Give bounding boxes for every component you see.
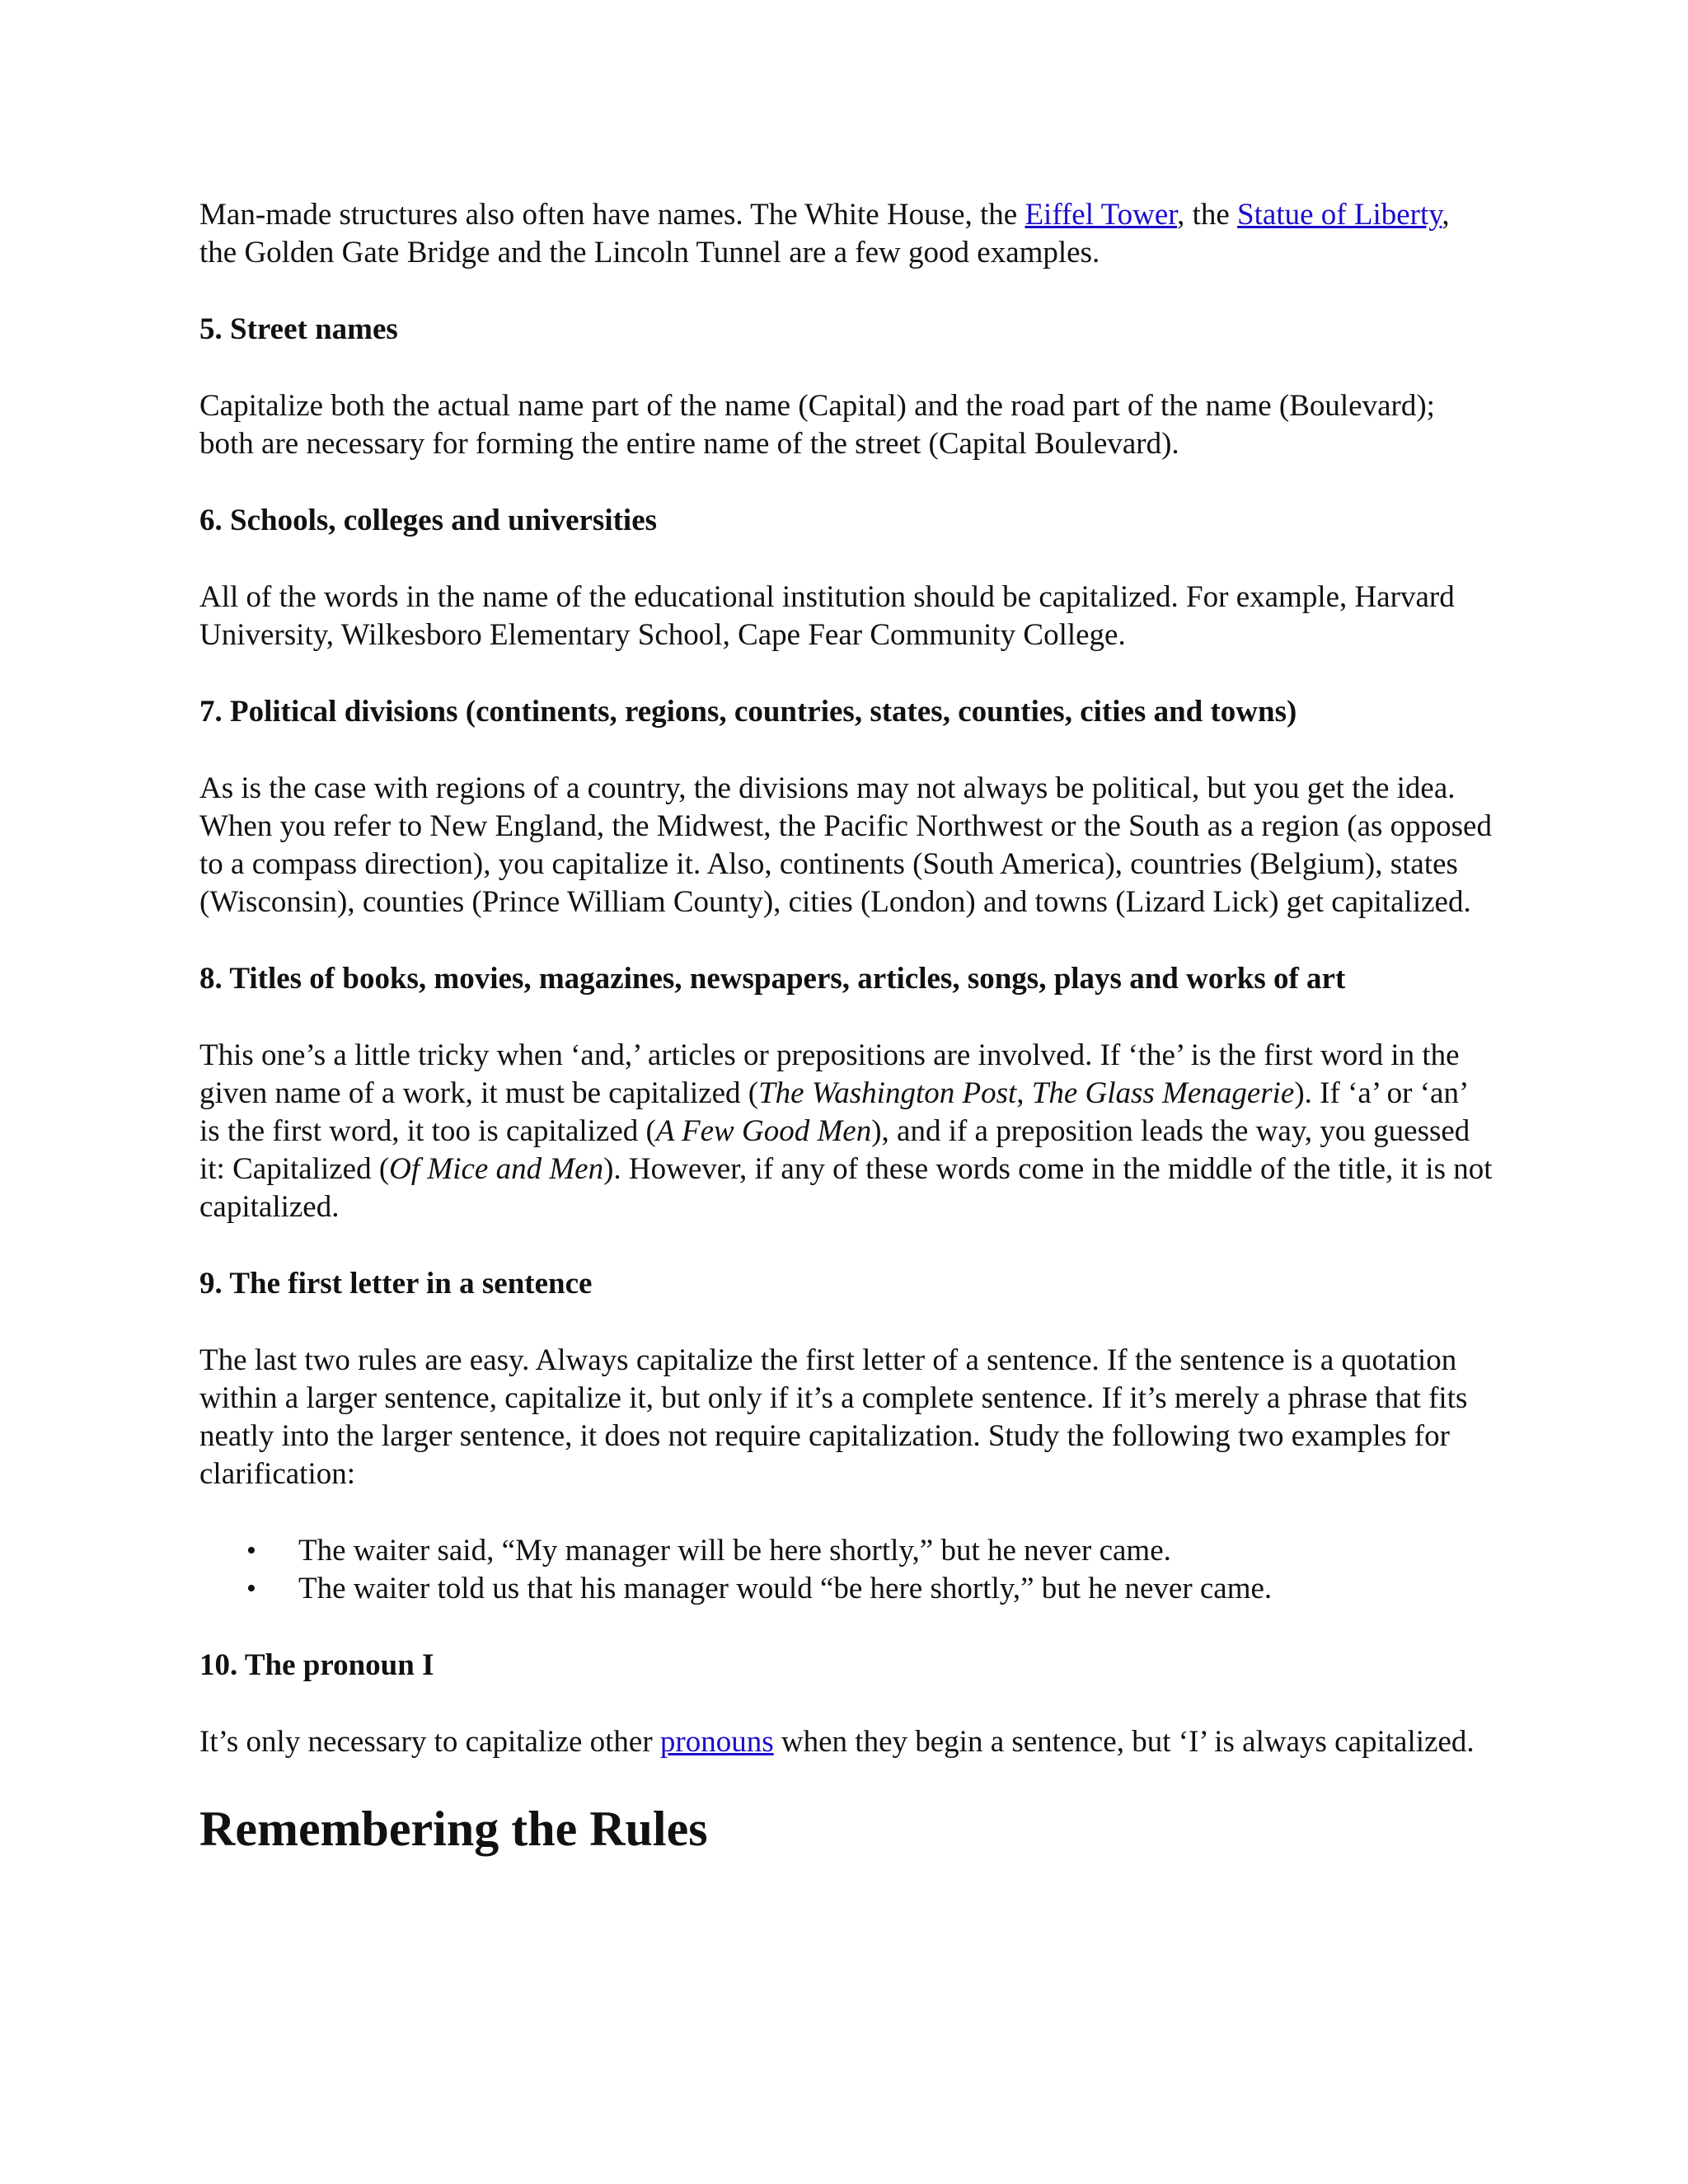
eiffel-tower-link[interactable]: Eiffel Tower <box>1025 198 1178 232</box>
pronoun-text-1: It’s only necessary to capitalize other <box>199 1725 660 1759</box>
first-letter-heading: 9. The first letter in a sentence <box>199 1267 593 1301</box>
bullet-icon: • <box>246 1573 256 1604</box>
document-page <box>199 196 1493 1858</box>
titles-text-4: ), and if a preposition leads the way, you guessed it: Capitalized ( <box>199 1114 1470 1186</box>
title-few-good-men: A Few Good Men <box>655 1114 872 1148</box>
titles-text-1: This one’s a little tricky when ‘and,’ articles or prepositions are involved. If ‘the’ is the first word in the given name of a work, it must be capitalized ( <box>199 1038 1460 1110</box>
remembering-rules-title: Remembering the Rules <box>199 1802 708 1856</box>
pronoun-text-2: when they begin a sentence, but ‘I’ is always capitalized. <box>773 1725 1475 1759</box>
intro-text-2: , the <box>1177 198 1238 232</box>
titles-text-2: , <box>1016 1076 1032 1110</box>
titles-text-5: ). However, if any of these words come in the middle of the title, it is not capitalized. <box>199 1152 1493 1224</box>
bullet-icon: • <box>246 1535 256 1566</box>
street-names-heading: 5. Street names <box>199 312 398 346</box>
pronoun-paragraph <box>199 1723 1493 1761</box>
pronoun-heading: 10. The pronoun I <box>199 1648 434 1682</box>
intro-text-3: , the Golden Gate Bridge and the Lincoln Tunnel are a few good examples. <box>199 198 1450 269</box>
example-1-text: The waiter said, “My manager will be here shortly,” but he never came. <box>298 1534 1171 1568</box>
political-divisions-paragraph: As is the case with regions of a country, the divisions may not always be political, but you get the idea. When you refer to New England, the Midwest, the Pacific Northwest or the South as a region (as opposed to a compass direction), you capitalize it. Also, continents (South America), countries (Belgium), states (Wisconsin), counties (Prince William County), cities (London) and towns (Lizard Lick) get capitalized. <box>199 771 1492 919</box>
statue-of-liberty-link[interactable]: Statue of Liberty <box>1237 198 1442 232</box>
intro-text-1: Man-made structures also often have names. The White House, the <box>199 198 1025 232</box>
title-washington-post: The Washington Post <box>758 1076 1017 1110</box>
examples-list <box>199 1532 1493 1608</box>
pronouns-link[interactable]: pronouns <box>659 1725 774 1759</box>
titles-heading: 8. Titles of books, movies, magazines, newspapers, articles, songs, plays and works of art <box>199 962 1346 996</box>
example-2-text: The waiter told us that his manager would “be here shortly,” but he never came. <box>298 1572 1273 1605</box>
first-letter-paragraph: The last two rules are easy. Always capitalize the first letter of a sentence. If the sentence is a quotation within a larger sentence, capitalize it, but only if it’s a complete sentence. If it’s merely a phrase that fits neatly into the larger sentence, it does not require capitalization. Study the following two examples for clarification: <box>199 1343 1468 1491</box>
title-of-mice-and-men: Of Mice and Men <box>389 1152 604 1186</box>
titles-paragraph <box>199 1037 1493 1226</box>
political-divisions-heading: 7. Political divisions (continents, regions, countries, states, counties, cities and towns) <box>199 695 1297 729</box>
titles-text-3: ). If ‘a’ or ‘an’ is the first word, it too is capitalized ( <box>199 1076 1467 1148</box>
schools-paragraph: All of the words in the name of the educational institution should be capitalized. For example, Harvard University, Wilkesboro Elementary School, Cape Fear Community College. <box>199 580 1455 652</box>
street-names-paragraph: Capitalize both the actual name part of the name (Capital) and the road part of the name (Boulevard); both are necessary for forming the entire name of the street (Capital Boulevard). <box>199 389 1435 461</box>
title-glass-menagerie: The Glass Menagerie <box>1031 1076 1295 1110</box>
intro-paragraph <box>199 196 1493 272</box>
list-item <box>199 1570 1493 1608</box>
list-item <box>199 1532 1493 1570</box>
schools-heading: 6. Schools, colleges and universities <box>199 504 658 537</box>
